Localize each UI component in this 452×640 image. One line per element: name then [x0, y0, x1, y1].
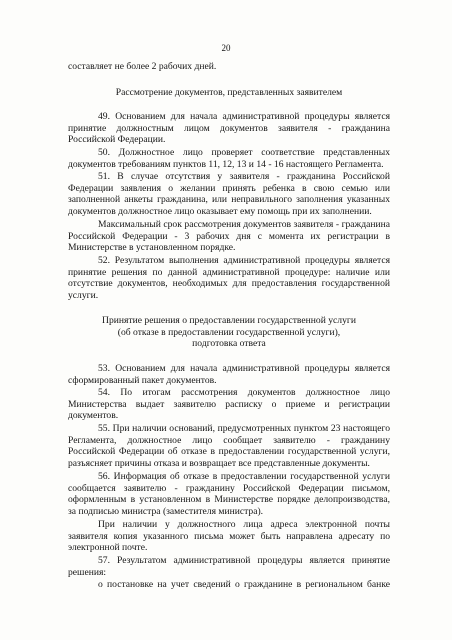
section-heading-text: (об отказе в предоставлении государственной услуги),	[117, 326, 341, 338]
text-line: 49. Основанием для начала административной процедуры является	[98, 111, 390, 122]
section-heading	[68, 87, 390, 99]
text-line: оформленным в установленном в Министерстве порядке делопроизводства,	[68, 494, 390, 506]
paragraph-50	[68, 147, 390, 170]
text-line: отсутствие документов, необходимых для предоставления государственной	[68, 278, 390, 290]
text-line: 56. Информация об отказе в предоставлении государственной услуги	[98, 471, 390, 482]
text-line: заполненной анкеты гражданина, или неправильного заполнения указанных	[68, 194, 390, 206]
intro-paragraph	[68, 61, 390, 73]
text-line: документов.	[68, 410, 119, 422]
text-line: 55. При наличии оснований, предусмотренных пунктом 23 настоящего	[98, 423, 390, 434]
text-line: сформированный пакет документов.	[68, 374, 217, 386]
text-line: составляет не более 2 рабочих дней.	[68, 61, 217, 72]
paragraph-51	[68, 171, 390, 217]
section-heading-text: Рассмотрение документов, представленных заявителем	[115, 87, 343, 98]
paragraph-55	[68, 423, 390, 469]
text-line: за подписью министра (заместителя министра).	[68, 505, 264, 517]
section-heading	[68, 315, 390, 350]
text-line: о постановке на учет сведений о гражданине в региональном банке	[98, 579, 390, 590]
paragraph-max-term	[68, 219, 390, 254]
text-line: Министерства выдает заявителю расписку о приеме и регистрации	[68, 398, 390, 410]
text-line: Федерации заявления о желании принять ребенка в свою семью или	[68, 182, 390, 194]
text-line: электронной почте.	[68, 542, 148, 554]
text-line: Министерстве в установленном порядке.	[68, 242, 236, 254]
text-line: 51. В случае отсутствия у заявителя - гражданина Российской	[98, 171, 390, 182]
text-line: услуги.	[68, 289, 99, 301]
paragraph-49	[68, 111, 390, 146]
text-line: При наличии у должностного лица адреса электронной почты	[98, 519, 390, 530]
text-line: 54. По итогам рассмотрения документов должностное лицо	[98, 387, 390, 398]
paragraph-52	[68, 255, 390, 301]
paragraph-57	[68, 555, 390, 578]
page-number: 20	[221, 43, 231, 53]
text-line: документов должностное лицо оказывает ему помощь при их заполнении.	[68, 205, 372, 217]
text-line: решения:	[68, 566, 107, 578]
text-line: сообщается заявителю - гражданину Российской Федерации письмом,	[68, 482, 390, 494]
text-line: Российской Федерации - 3 рабочих дня с момента их регистрации в	[68, 230, 390, 242]
section-heading-text: Принятие решения о предоставлении государственной услуги	[102, 315, 356, 326]
text-line: Максимальный срок рассмотрения документов заявителя - гражданина	[98, 219, 390, 230]
section-heading-text: подготовка ответа	[192, 338, 266, 350]
text-line: принятие решения по данной административной процедуре: наличие или	[68, 266, 390, 278]
paragraph-54	[68, 387, 390, 422]
text-line: Российской Федерации об отказе в предоставлении государственной услуги,	[68, 446, 390, 458]
text-line: Российской Федерации.	[68, 134, 166, 146]
text-line: 57. Результатом административной процедуры является принятие	[98, 555, 390, 566]
text-line: 50. Должностное лицо проверяет соответствие представленных	[98, 147, 390, 158]
text-line: принятие должностным лицом документов заявителя - гражданина	[68, 122, 390, 134]
text-line: документов требованиям пунктов 11, 12, 13 и 14 - 16 настоящего Регламента.	[68, 158, 384, 170]
text-line: Регламента, должностное лицо сообщает заявителю - гражданину	[68, 434, 390, 446]
paragraph-57-item	[68, 579, 390, 591]
text-line: 53. Основанием для начала административной процедуры является	[98, 363, 390, 374]
text-line: заявителя копия указанного письма может быть направлена адресату по	[68, 530, 390, 542]
text-line: 52. Результатом выполнения административной процедуры является	[98, 255, 390, 266]
paragraph-56	[68, 471, 390, 517]
text-line: разъясняет причины отказа и возвращает все представленные документы.	[68, 457, 370, 469]
paragraph-53	[68, 363, 390, 386]
paragraph-email	[68, 519, 390, 554]
